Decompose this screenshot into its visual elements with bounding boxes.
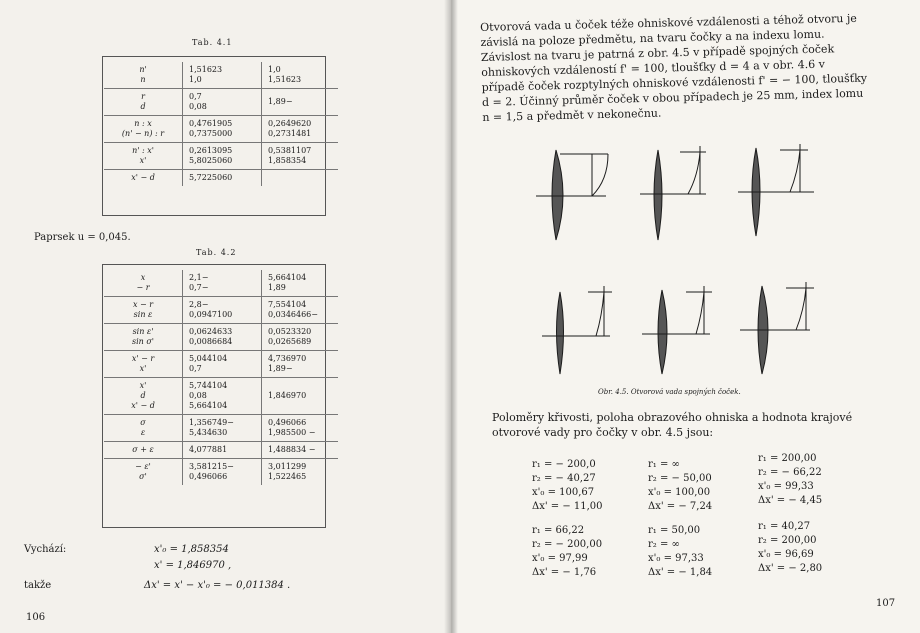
lens-diagram-6: [740, 282, 814, 374]
row-label: − ε' σ': [104, 459, 183, 486]
table1-title: Tab. 4.1: [192, 38, 233, 47]
row-label: x − r: [104, 270, 183, 297]
row-label: x' − d: [104, 170, 183, 187]
ray-text: Paprsek u = 0,045.: [34, 232, 131, 243]
table-row: [104, 143, 338, 170]
row-value-2: 0,2649620 0,2731481: [262, 116, 339, 143]
row-value-2: 1,0 1,51623: [268, 65, 302, 84]
result-label-2: takže: [24, 580, 52, 591]
value-line: r₁ = ∞: [648, 459, 680, 470]
table1: [104, 62, 338, 186]
table2: [104, 270, 338, 485]
value-line: Δx' = − 1,76: [532, 567, 597, 578]
row-value-2: 0,0523320 0,0265689: [262, 324, 339, 351]
value-line: x'₀ = 97,33: [648, 553, 704, 564]
table-row: [104, 89, 338, 116]
lens-diagram-1: [536, 150, 608, 240]
figure-caption: Obr. 4.5. Otvorová vada spojných čoček.: [598, 388, 741, 396]
lens-diagram-4: [542, 286, 612, 374]
row-label: σ ε: [104, 415, 183, 442]
values-column-2: [648, 458, 712, 514]
lens-diagram-3: [738, 144, 814, 236]
row-value-2: 1,488834 −: [262, 442, 339, 459]
row-label: sin ε' sin σ': [104, 324, 183, 351]
values-column-5: [648, 524, 712, 580]
values-column-4: [532, 524, 602, 580]
table-row: [104, 170, 338, 187]
left-page: [0, 0, 452, 633]
value-line: r₂ = − 40,27: [532, 473, 596, 484]
row-value-1: 5,044104 0,7: [183, 351, 262, 378]
row-value-1: 3,581215− 0,496066: [183, 459, 262, 486]
result-equation-1: x'₀ = 1,858354: [154, 544, 229, 555]
values-column-1: [532, 458, 603, 514]
row-label: n' : x' x': [104, 143, 183, 170]
value-line: Δx' = − 4,45: [758, 495, 823, 506]
value-line: x'₀ = 100,00: [648, 487, 711, 498]
values-column-3: [758, 452, 822, 508]
row-value-2: 7,554104 0,0346466−: [262, 297, 339, 324]
value-line: r₁ = 50,00: [648, 525, 701, 536]
table2-title: Tab. 4.2: [196, 248, 237, 257]
row-value-1: 0,7 0,08: [183, 89, 262, 116]
row-value-2: 0,5381107 1,858354: [262, 143, 339, 170]
value-line: x'₀ = 97,99: [532, 553, 588, 564]
value-line: r₁ = − 200,0: [532, 459, 596, 470]
value-line: r₂ = − 66,22: [758, 467, 822, 478]
value-line: x'₀ = 99,33: [758, 481, 814, 492]
value-line: r₁ = 66,22: [532, 525, 585, 536]
value-line: r₂ = ∞: [648, 539, 680, 550]
book-gutter: [444, 0, 458, 633]
row-value-2: 1,846970: [262, 378, 339, 415]
value-line: r₂ = 200,00: [758, 535, 817, 546]
value-line: Δx' = − 1,84: [648, 567, 713, 578]
row-value-2: 3,011299 1,522465: [262, 459, 339, 486]
page-number-right: 107: [876, 598, 896, 609]
value-line: r₁ = 40,27: [758, 521, 811, 532]
row-label: n' n: [104, 62, 183, 89]
row-value-1: 2,8− 0,0947100: [183, 297, 262, 324]
table-row: [104, 116, 338, 143]
row-label: r d: [104, 89, 183, 116]
table-row: [104, 62, 338, 89]
table-row: [104, 442, 338, 459]
row-value-2: 4,736970 1,89−: [262, 351, 339, 378]
row-label: x' − r x': [104, 351, 183, 378]
lens-figure: [530, 140, 830, 380]
value-line: r₁ = 200,00: [758, 453, 817, 464]
lens-diagram-5: [642, 286, 712, 374]
result-label-1: Vychází:: [24, 544, 67, 555]
value-line: x'₀ = 96,69: [758, 549, 814, 560]
value-line: Δx' = − 7,24: [648, 501, 713, 512]
row-value-1: 1,356749− 5,434630: [183, 415, 262, 442]
table-row: [104, 459, 338, 486]
result-equation-2: x' = 1,846970 ,: [154, 560, 232, 571]
row-label: x − r sin ε: [104, 297, 183, 324]
row-value-1: 1,51623 1,0: [183, 62, 262, 89]
row-value-2: [262, 170, 339, 187]
row-value-1: 4,077881: [183, 442, 262, 459]
row-value-2: 0,496066 1,985500 −: [262, 415, 339, 442]
row-value-2: 1,89−: [262, 89, 339, 116]
table-row: [104, 324, 338, 351]
value-line: r₂ = − 200,00: [532, 539, 603, 550]
intro-paragraph: Otvorová vada u čoček téže ohniskové vzdálenosti a téhož otvoru je závislá na poloze předmětu, na tvaru čočky a na indexu lomu. Závislost na tvaru je patrná z obr. 4.5 v případě spojných čoček ohniskových vzdáleností f' = 100, tloušťky d = 4 a v obr. 4.6 v případě čoček rozptylných ohniskové vzdálenosti f' = − 100, tloušťky d = 2. Účinný průměr čoček v obou případech je 25 mm, index lomu n = 1,5 a předmět v nekonečnu.: [480, 11, 868, 124]
table-row: [104, 351, 338, 378]
row-value-1: 5,744104 0,08 5,664104: [183, 378, 262, 415]
row-label: n : x (n' − n) : r: [104, 116, 183, 143]
value-line: Δx' = − 11,00: [532, 501, 603, 512]
row-value-1: 0,2613095 5,8025060: [183, 143, 262, 170]
row-label: σ + ε: [104, 442, 183, 459]
table-row: [104, 378, 338, 415]
row-value-1: 0,0624633 0,0086684: [183, 324, 262, 351]
lens-diagram-2: [640, 146, 706, 240]
value-line: x'₀ = 100,67: [532, 487, 595, 498]
page-number-left: 106: [26, 612, 46, 623]
result-equation-3: Δx' = x' − x'₀ = − 0,011384 .: [144, 580, 291, 591]
value-line: Δx' = − 2,80: [758, 563, 823, 574]
row-value-1: 2,1− 0,7−: [183, 270, 262, 297]
radii-paragraph: Poloměry křivosti, poloha obrazového ohniska a hodnota krajové otvorové vady pro čočky v obr. 4.5 jsou:: [492, 411, 853, 439]
table-row: [104, 297, 338, 324]
row-label: x' d x' − d: [104, 378, 183, 415]
table-row: [104, 270, 338, 297]
row-value-2: 5,664104 1,89: [268, 273, 307, 292]
table-row: [104, 415, 338, 442]
values-column-6: [758, 520, 822, 576]
row-value-1: 0,4761905 0,7375000: [183, 116, 262, 143]
value-line: r₂ = − 50,00: [648, 473, 712, 484]
row-value-1: 5,7225060: [183, 170, 262, 187]
